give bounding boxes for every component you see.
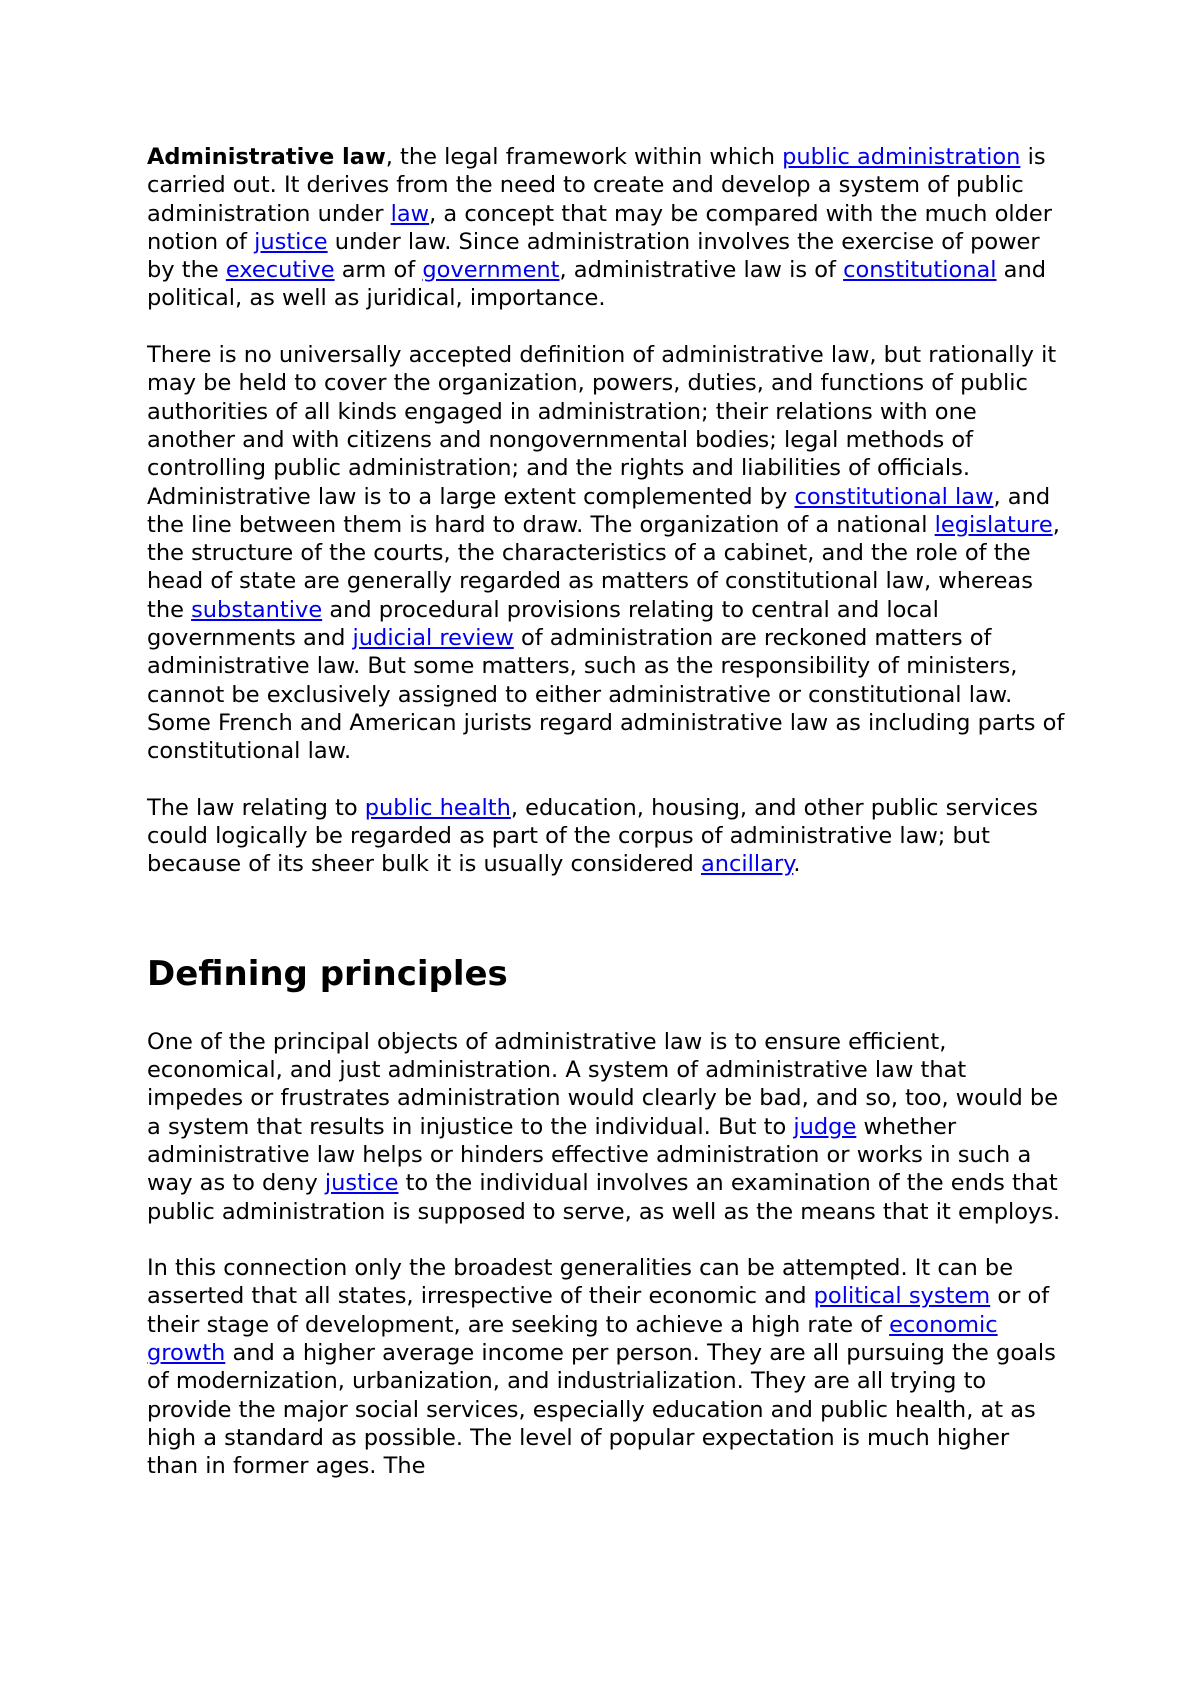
link-ancillary[interactable]: ancillary [700, 851, 794, 878]
link-public-administration[interactable]: public administration [782, 144, 1021, 170]
link-government[interactable]: government [422, 257, 560, 284]
link-law[interactable]: law [390, 200, 430, 227]
link-judge[interactable]: judge [793, 1113, 857, 1140]
link-public-health[interactable]: public health [364, 794, 511, 821]
link-economic-growth[interactable]: economic growth [147, 1311, 998, 1366]
definition-paragraph: There is no universally accepted definition of administrative law, but rationally it may be held to cover the organization, powers, duties, and functions of public authorities of all kinds engaged in administration; their relations with one another and with citizens and nongovernmental bodies; legal methods of controlling public administration; and the rights and liabilities of officials. Administrative law is to a large extent complemented by constitutional law, and the line between them is hard to draw. The organization of a national legislature, the structure of the courts, the characteristics of a cabinet, and the role of the head of state are generally regarded as matters of constitutional law, whereas the substantive and procedural provisions relating to central and local governments and judicial review of administration are reckoned matters of administrative law. But some matters, such as the responsibility of ministers, cannot be exclusively assigned to either administrative or constitutional law. Some French and American jurists regard administrative law as including parts of constitutional law. [147, 342, 1065, 765]
principles-paragraph: One of the principal objects of administrative law is to ensure efficient, economical, and just administration. A system of administrative law that impedes or frustrates administration would clearly be bad, and so, too, would be a system that results in injustice to the individual. But to judge whether administrative law helps or hinders effective administration or works in such a way as to deny justice to the individual involves an examination of the ends that public administration is supposed to serve, as well as the means that it employs. [147, 1028, 1061, 1225]
document-page [147, 143, 1067, 1509]
public-services-paragraph: The law relating to public health, education, housing, and other public services could logically be regarded as part of the corpus of administrative law; but because of its sheer bulk it is usually considered ancillary. [147, 794, 1038, 878]
defined-term: Administrative law [147, 144, 386, 170]
section-heading: Defining principles [147, 953, 508, 994]
intro-paragraph: Administrative law, the legal framework within which public administration is carried out. It derives from the need to create and develop a system of public administration under law, a concept that may be compared with the much older notion of justice under law. Since administration involves the exercise of power by the executive arm of government, administrative law is of constitutional and political, as well as juridical, importance. [147, 144, 1052, 312]
link-constitutional-law[interactable]: constitutional law [794, 483, 994, 510]
link-justice-2[interactable]: justice [324, 1170, 399, 1197]
link-justice[interactable]: justice [254, 228, 328, 255]
link-political-system[interactable]: political system [813, 1283, 991, 1310]
link-executive[interactable]: executive [225, 257, 335, 284]
link-judicial-review[interactable]: judicial review [352, 625, 514, 652]
generalities-paragraph: In this connection only the broadest generalities can be attempted. It can be asserted that all states, irrespective of their economic and political system or of their stage of development, are seeking to achieve a high rate of economic growth and a higher average income per person. They are all pursuing the goals of modernization, urbanization, and industrialization. They are all trying to provide the major social services, especially education and public health, at as high a standard as possible. The level of popular expectation is much higher than in former ages. The [147, 1255, 1056, 1480]
link-legislature[interactable]: legislature [934, 511, 1053, 538]
link-substantive[interactable]: substantive [191, 596, 323, 623]
link-constitutional[interactable]: constitutional [843, 257, 997, 284]
